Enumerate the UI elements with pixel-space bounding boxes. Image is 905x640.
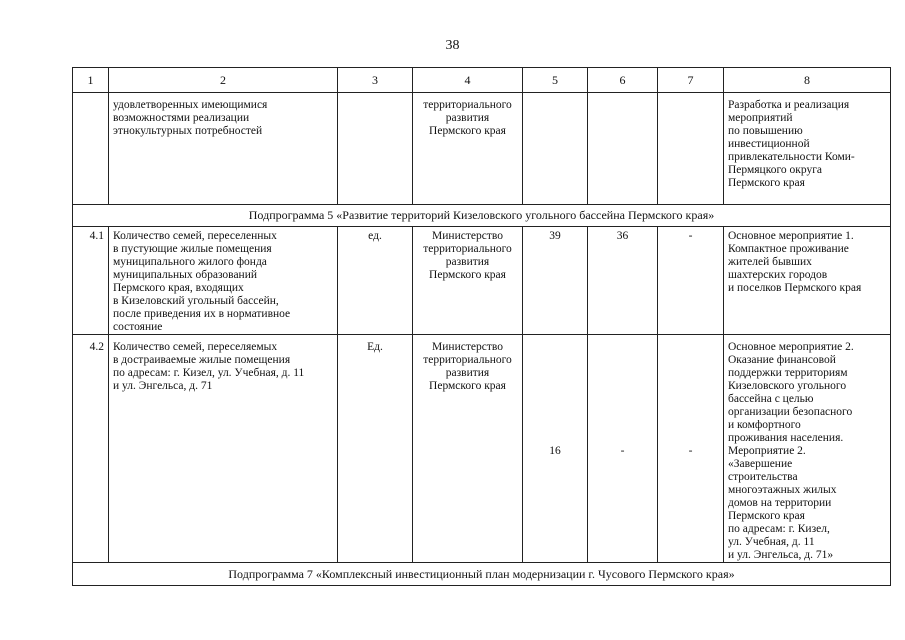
unit-cell: ед.: [338, 227, 413, 335]
column-header: 2: [109, 68, 338, 93]
table-header-row: [73, 68, 891, 93]
value-cell: 36: [588, 227, 658, 335]
value-cell: [523, 93, 588, 205]
subprogram-5-title: Подпрограмма 5 «Развитие территорий Кизеловского угольного бассейна Пермского края»: [73, 205, 891, 227]
column-header: 1: [73, 68, 109, 93]
value-cell: -: [658, 335, 724, 563]
value-cell: -: [658, 227, 724, 335]
responsible-cell: Министерство территориального развития Пермского края: [413, 335, 523, 563]
responsible-cell: территориального развития Пермского края: [413, 93, 523, 205]
row-number-cell: 4.2: [73, 335, 109, 563]
column-header: 5: [523, 68, 588, 93]
column-header: 4: [413, 68, 523, 93]
column-header: 6: [588, 68, 658, 93]
indicator-name-cell: удовлетворенных имеющимися возможностями реализации этнокультурных потребностей: [109, 93, 338, 205]
subprogram-7-title: Подпрограмма 7 «Комплексный инвестиционный план модернизации г. Чусового Пермского края»: [73, 563, 891, 586]
page-number: 38: [445, 38, 460, 53]
row-number-cell: 4.1: [73, 227, 109, 335]
column-header: 7: [658, 68, 724, 93]
table-row: [73, 335, 891, 563]
unit-cell: [338, 93, 413, 205]
indicator-name-cell: Количество семей, переселенных в пустующие жилые помещения муниципального жилого фонда муниципальных образований Пермского края, входящих в Кизеловский угольный бассейн, после приведения их в нормативное состояние: [109, 227, 338, 335]
subprogram-row: [73, 205, 891, 227]
measure-cell: Разработка и реализация мероприятий по повышению инвестиционной привлекательности Коми- Пермяцкого округа Пермского края: [724, 93, 891, 205]
value-cell: 39: [523, 227, 588, 335]
value-cell: -: [588, 335, 658, 563]
column-header: 8: [724, 68, 891, 93]
value-cell: [658, 93, 724, 205]
responsible-cell: Министерство территориального развития Пермского края: [413, 227, 523, 335]
table-row: [73, 93, 891, 205]
measure-cell: Основное мероприятие 1. Компактное проживание жителей бывших шахтерских городов и поселков Пермского края: [724, 227, 891, 335]
indicators-table: [72, 67, 891, 586]
indicator-name-cell: Количество семей, переселяемых в достраиваемые жилые помещения по адресам: г. Кизел, ул. Учебная, д. 11 и ул. Энгельса, д. 71: [109, 335, 338, 563]
unit-cell: Ед.: [338, 335, 413, 563]
column-header: 3: [338, 68, 413, 93]
subprogram-row: [73, 563, 891, 586]
measure-cell: Основное мероприятие 2. Оказание финансовой поддержки территориям Кизеловского угольного бассейна с целью организации безопасного и комфортного проживания населения. Мероприятие 2. «Завершение строительства многоэтажных жилых домов на территории Пермского края по адресам: г. Кизел, ул. Учебная, д. 11 и ул. Энгельса, д. 71»: [724, 335, 891, 563]
value-cell: [588, 93, 658, 205]
value-cell: 16: [523, 335, 588, 563]
table-row: [73, 227, 891, 335]
row-number-cell: [73, 93, 109, 205]
